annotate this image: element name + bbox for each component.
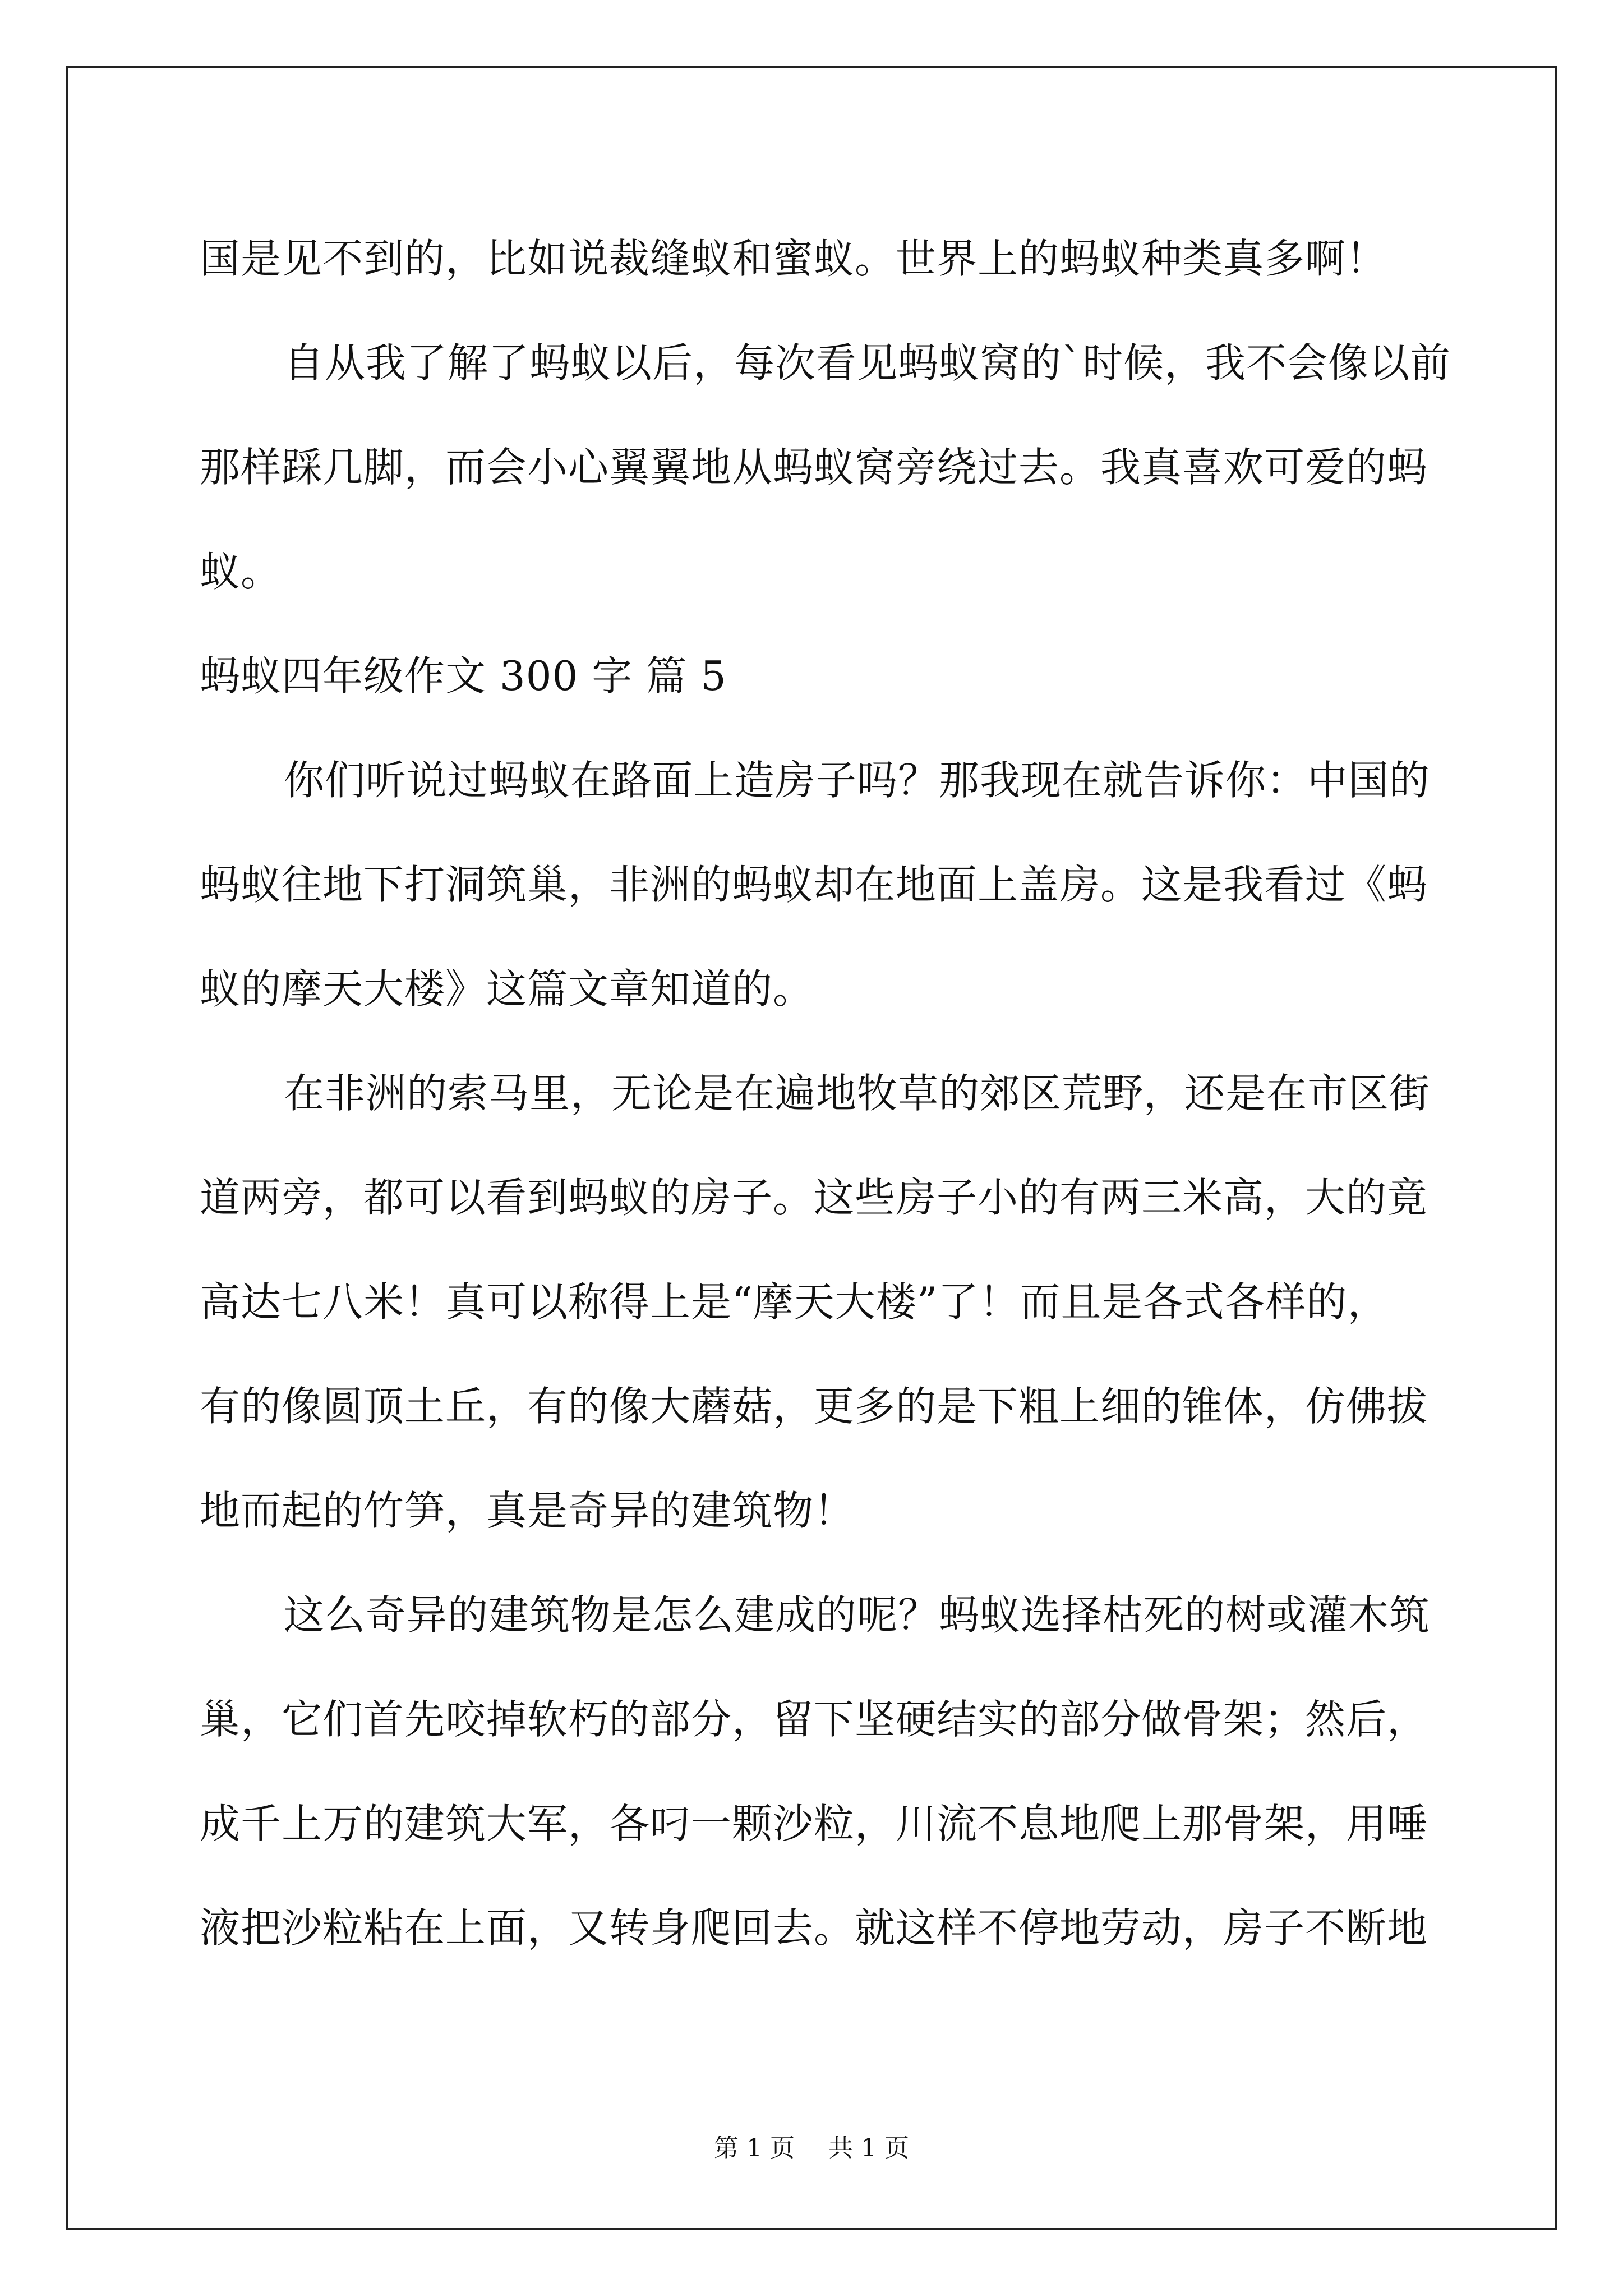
page-number: 第 1 页 — [714, 2134, 795, 2162]
text-line: 那样踩几脚，而会小心翼翼地从蚂蚁窝旁绕过去。我真喜欢可爱的蚂 — [200, 444, 1428, 491]
document-body — [200, 206, 1451, 1980]
text-line: 道两旁，都可以看到蚂蚁的房子。这些房子小的有两三米高，大的竟 — [200, 1174, 1428, 1221]
text-line: 液把沙粒粘在上面，又转身爬回去。就这样不停地劳动，房子不断地 — [200, 1904, 1428, 1952]
text-line: 你们听说过蚂蚁在路面上造房子吗？那我现在就告诉你：中国的 — [284, 757, 1431, 804]
text-line: 蚂蚁往地下打洞筑巢，非洲的蚂蚁却在地面上盖房。这是我看过《蚂 — [200, 861, 1428, 908]
text-line: 蚁。 — [200, 548, 282, 595]
text-line: 有的像圆顶土丘，有的像大蘑菇，更多的是下粗上细的锥体，仿佛拔 — [200, 1383, 1428, 1430]
text-line: 地而起的竹笋，真是奇异的建筑物！ — [200, 1487, 855, 1534]
text-line: 这么奇异的建筑物是怎么建成的呢？蚂蚁选择枯死的树或灌木筑 — [284, 1591, 1431, 1639]
section-heading: 蚂蚁四年级作文 300 字 篇 5 — [200, 652, 727, 700]
text-line: 成千上万的建筑大军，各叼一颗沙粒，川流不息地爬上那骨架，用唾 — [200, 1800, 1428, 1847]
text-line: 高达七八米！真可以称得上是“摩天大楼”了！而且是各式各样的， — [200, 1278, 1389, 1326]
text-line: 巢，它们首先咬掉软朽的部分，留下坚硬结实的部分做骨架；然后， — [200, 1696, 1428, 1743]
text-line: 在非洲的索马里，无论是在遍地牧草的郊区荒野，还是在市区街 — [284, 1070, 1431, 1117]
page-total: 共 1 页 — [828, 2134, 909, 2162]
text-line: 国是见不到的，比如说裁缝蚁和蜜蚁。世界上的蚂蚁种类真多啊！ — [200, 235, 1387, 282]
page-footer — [0, 2132, 1623, 2165]
text-line: 自从我了解了蚂蚁以后，每次看见蚂蚁窝的`时候，我不会像以前 — [284, 339, 1451, 386]
text-line: 蚁的摩天大楼》这篇文章知道的。 — [200, 965, 814, 1013]
